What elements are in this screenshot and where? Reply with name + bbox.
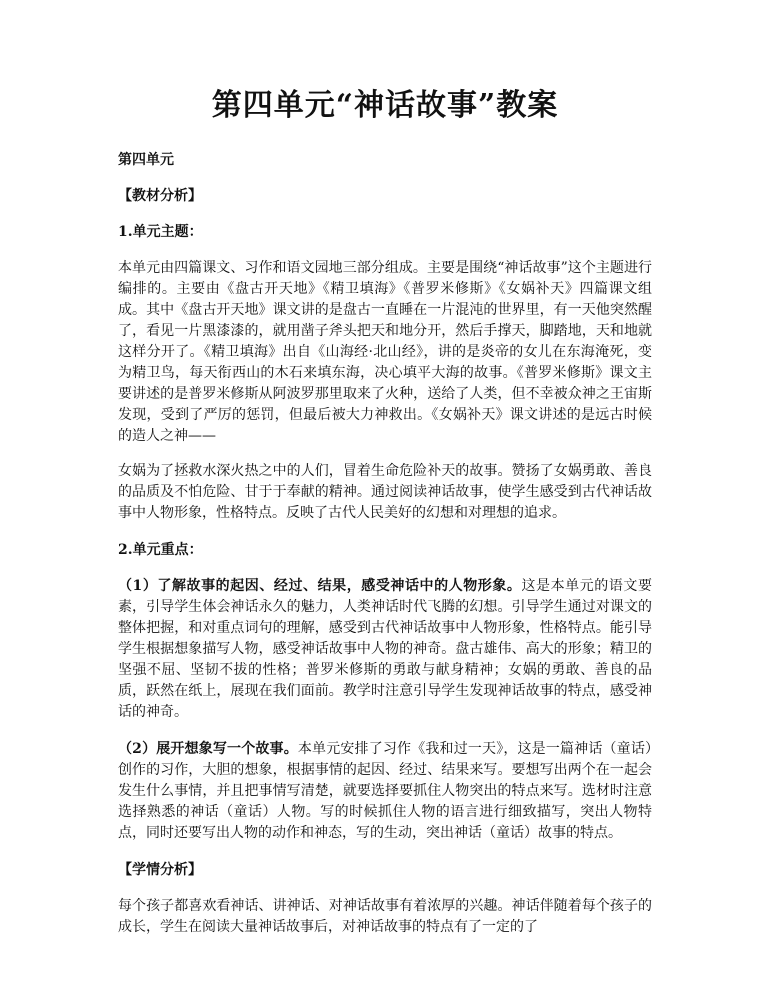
unit-theme-paragraph-continued: 女娲为了拯救水深火热之中的人们，冒着生命危险补天的故事。赞扬了女娲勇敢、善良的品质及不怕危险、甘于于奉献的精神。通过阅读神话故事，使学生感受到古代神话故事中人物形象，性格特点。反映了古代人民美好的幻想和对理想的追求。 bbox=[118, 463, 652, 521]
page-title: 第四单元“神话故事”教案 bbox=[211, 88, 559, 123]
focus-point-2-lead: （2）展开想象写一个故事。 bbox=[118, 741, 298, 757]
focus-point-2-body: 本单元安排了习作《我和过一天》，这是一篇神话（童话）创作的习作，大胆的想象，根据事情的起因、经过、结果来写。要想写出两个在一起会发生什么事情，并且把事情写清楚，就要选择要抓住人物突出的特点来写。选材时注意选择熟悉的神话（童话）人物。写的时候抓住人物的语言进行细致描写，突出人物特点，同时还要写出人物的动作和神态，写的生动，突出神话（童话）故事的特点。 bbox=[118, 741, 653, 841]
unit-theme-heading: 1.单元主题： bbox=[118, 224, 203, 240]
learner-analysis-heading: 【学情分析】 bbox=[118, 862, 202, 878]
learner-analysis-paragraph: 每个孩子都喜欢看神话、讲神话、对神话故事有着浓厚的兴趣。神话伴随着每个孩子的成长，学生在阅读大量神话故事后，对神话故事的特点有了一定的了 bbox=[118, 898, 652, 935]
focus-point-1-body: 这是本单元的语文要素，引导学生体会神话永久的魅力，人类神话时代飞腾的幻想。引导学生通过对课文的整体把握，和对重点词句的理解，感受到古代神话故事中人物形象，性格特点。能引导学生根据想象描写人物，感受神话故事中人物的神奇。盘古雄伟、高大的形象；精卫的坚强不屈、坚韧不拔的性格；普罗米修斯的勇敢与献身精神；女娲的勇敢、善良的品质，跃然在纸上，展现在我们面前。教学时注意引导学生发现神话故事的特点，感受神话的神奇。 bbox=[118, 578, 652, 720]
focus-point-1 bbox=[118, 576, 652, 723]
focus-point-2 bbox=[118, 739, 652, 844]
unit-focus-heading: 2.单元重点： bbox=[118, 542, 203, 558]
focus-point-1-lead: （1）了解故事的起因、经过、结果，感受神话中的人物形象。 bbox=[118, 578, 522, 594]
unit-theme-paragraph: 本单元由四篇课文、习作和语文园地三部分组成。主要是围绕“神话故事”这个主题进行编排的。主要由《盘古开天地》《精卫填海》《普罗米修斯》《女娲补天》四篇课文组成。其中《盘古开天地》课文讲的是盘古一直睡在一片混沌的世界里，有一天他突然醒了，看见一片黑漆漆的，就用凿子斧头把天和地分开，然后手撑天，脚踏地，天和地就这样分开了。《精卫填海》出自《山海经·北山经》，讲的是炎帝的女儿在东海淹死，变为精卫鸟，每天衔西山的木石来填东海，决心填平大海的故事。《普罗米修斯》课文主要讲述的是普罗米修斯从阿波罗那里取来了火种，送给了人类，但不幸被众神之王宙斯发现，受到了严厉的惩罚，但最后被大力神救出。《女娲补天》课文讲述的是远古时候的造人之神—— bbox=[118, 260, 652, 444]
unit-label: 第四单元 bbox=[118, 152, 174, 168]
materials-analysis-heading: 【教材分析】 bbox=[118, 188, 202, 204]
